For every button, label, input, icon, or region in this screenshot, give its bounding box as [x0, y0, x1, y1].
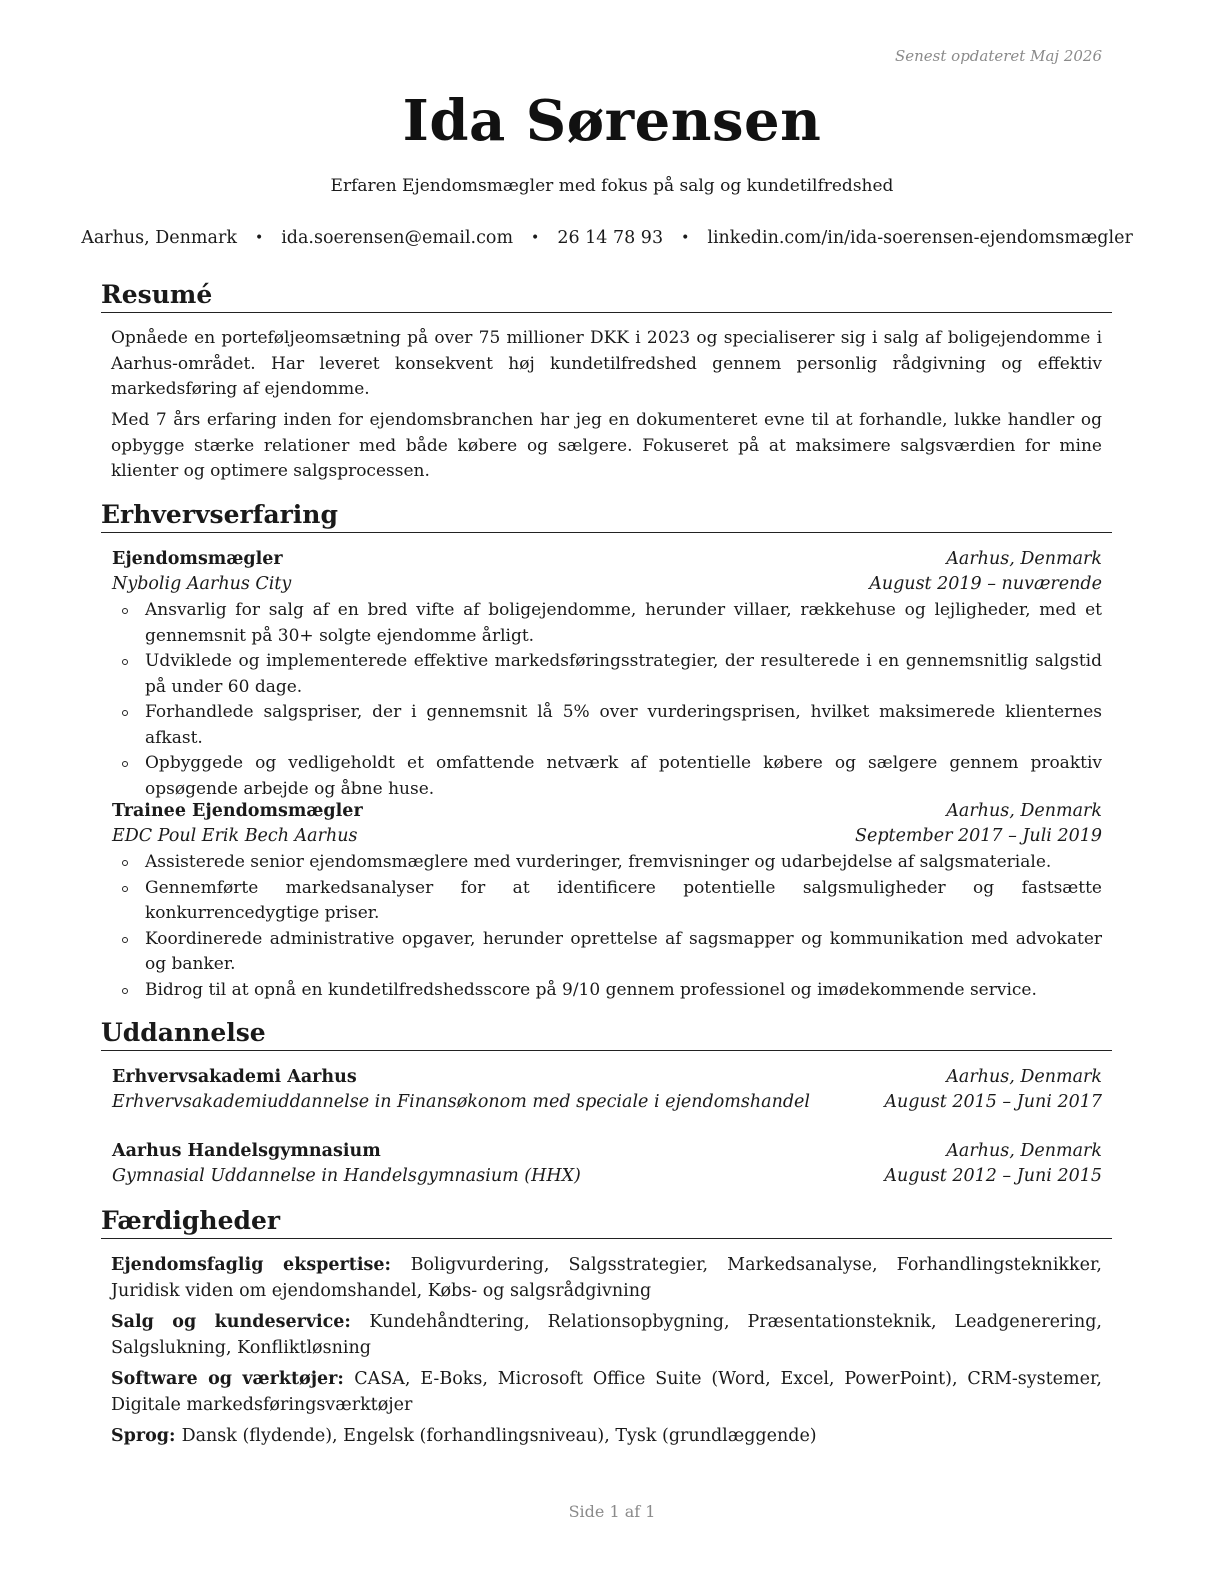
- bullet-text: Bidrog til at opnå en kundetilfredshedsscore på 9/10 gennem professionel og imødekommende service.: [145, 979, 1037, 1000]
- skill-row: [111, 1424, 1102, 1450]
- bullet-circle-icon: [122, 937, 128, 943]
- education-dates: August 2012 – Juni 2015: [884, 1166, 1102, 1186]
- bullet-text: Assisterede senior ejendomsmæglere med vurderinger, fremvisninger og udarbejdelse af salgsmateriale.: [145, 852, 1052, 872]
- bullet-circle-icon: [122, 886, 128, 892]
- education-subheader: [112, 1090, 1102, 1115]
- candidate-name: Ida Sørensen: [402, 88, 822, 154]
- contact-line: [81, 228, 1133, 248]
- bullet-text: Ansvarlig for salg af en bred vifte af boligejendomme, herunder villaer, rækkehuse og lejligheder, med et gennemsnit på 30+ solgte ejendomme årligt.: [145, 600, 1102, 646]
- bullet-text: Koordinerede administrative opgaver, herunder oprettelse af sagsmapper og kommunikation med advokater og banker.: [145, 928, 1102, 974]
- job-role: Trainee Ejendomsmægler: [112, 801, 363, 821]
- education-degree: Gymnasial Uddannelse in Handelsgymnasium (HHX): [112, 1166, 581, 1186]
- contact-separator: •: [681, 230, 690, 246]
- bullet-circle-icon: [122, 988, 128, 994]
- last-updated: Senest opdateret Maj 2026: [894, 47, 1102, 65]
- summary-paragraph-1: Opnåede en porteføljeomsætning på over 75 millioner DKK i 2023 og specialiserer sig i salg af boligejendomme i Aarhus-området. Har leveret konsekvent høj kundetilfredshed gennem personlig rådgivning og effektiv markedsføring af ejendomme.: [111, 328, 1102, 399]
- job-dates: September 2017 – Juli 2019: [854, 826, 1102, 846]
- skill-label: Software og værktøjer:: [111, 1369, 355, 1389]
- job-bullet-list: [112, 598, 1102, 802]
- list-item: [112, 876, 1102, 927]
- list-item: [112, 649, 1102, 700]
- contact-email[interactable]: ida.soerensen@email.com: [281, 228, 514, 248]
- tagline: Erfaren Ejendomsmægler med fokus på salg og kundetilfredshed: [330, 176, 894, 196]
- skill-row: [111, 1253, 1102, 1304]
- list-item: [112, 927, 1102, 978]
- job-company: Nybolig Aarhus City: [112, 574, 292, 594]
- education-subheader: [112, 1164, 1102, 1189]
- education-location: Aarhus, Denmark: [946, 1067, 1102, 1087]
- education-school: Erhvervsakademi Aarhus: [112, 1067, 357, 1087]
- skill-label: Sprog:: [111, 1426, 182, 1446]
- education-location: Aarhus, Denmark: [946, 1141, 1102, 1161]
- summary-paragraph-2: Med 7 års erfaring inden for ejendomsbranchen har jeg en dokumenteret evne til at forhandle, lukke handler og opbygge stærke relationer med både købere og sælgere. Fokuseret på at maksimere salgsværdien for mine klienter og optimere salgsprocessen.: [111, 410, 1102, 481]
- skill-row: [111, 1310, 1102, 1361]
- section-title-experience: Erhvervserfaring: [101, 500, 1112, 533]
- job-subheader: [112, 572, 1102, 597]
- list-item: [112, 598, 1102, 649]
- list-item: [112, 978, 1102, 1004]
- job-bullet-list: [112, 850, 1102, 1003]
- contact-separator: •: [531, 230, 540, 246]
- skill-label: Salg og kundeservice:: [111, 1312, 370, 1332]
- bullet-circle-icon: [122, 710, 128, 716]
- section-title-summary: Resumé: [101, 280, 1112, 313]
- job-company: EDC Poul Erik Bech Aarhus: [112, 826, 358, 846]
- bullet-text: Udviklede og implementerede effektive markedsføringsstrategier, der resulterede i en gennemsnitlig salgstid på under 60 dage.: [145, 651, 1102, 697]
- bullet-circle-icon: [122, 860, 128, 866]
- list-item: [112, 700, 1102, 751]
- job-dates: August 2019 – nuværende: [869, 574, 1102, 594]
- job-header: [112, 799, 1102, 824]
- skill-value: Dansk (flydende), Engelsk (forhandlingsniveau), Tysk (grundlæggende): [181, 1426, 817, 1446]
- job-header: [112, 547, 1102, 572]
- bullet-circle-icon: [122, 761, 128, 767]
- contact-phone: 26 14 78 93: [557, 228, 664, 248]
- list-item: [112, 850, 1102, 876]
- bullet-circle-icon: [122, 659, 128, 665]
- skill-value: Kundehåndtering, Relationsopbygning, Præsentationsteknik, Leadgenerering, Salgslukning, Konfliktløsning: [111, 1312, 1102, 1358]
- section-title-skills: Færdigheder: [101, 1206, 1112, 1239]
- skill-value: CASA, E-Boks, Microsoft Office Suite (Word, Excel, PowerPoint), CRM-systemer, Digitale markedsføringsværktøjer: [111, 1369, 1102, 1415]
- bullet-text: Opbyggede og vedligeholdt et omfattende netværk af potentielle købere og sælgere gennem proaktiv opsøgende arbejde og åbne huse.: [145, 753, 1102, 799]
- education-school: Aarhus Handelsgymnasium: [112, 1141, 381, 1161]
- job-subheader: [112, 824, 1102, 849]
- contact-location: Aarhus, Denmark: [81, 228, 237, 248]
- contact-linkedin[interactable]: linkedin.com/in/ida-soerensen-ejendomsmægler: [707, 228, 1133, 248]
- contact-separator: •: [254, 230, 264, 246]
- section-title-education: Uddannelse: [101, 1018, 1112, 1051]
- skill-row: [111, 1367, 1102, 1418]
- skill-value: Boligvurdering, Salgsstrategier, Markedsanalyse, Forhandlingsteknikker, Juridisk viden om ejendomshandel, Købs- og salgsrådgivning: [111, 1255, 1102, 1301]
- page-number: Side 1 af 1: [568, 1502, 656, 1521]
- job-role: Ejendomsmægler: [112, 549, 283, 569]
- education-dates: August 2015 – Juni 2017: [884, 1092, 1102, 1112]
- job-location: Aarhus, Denmark: [946, 549, 1102, 569]
- education-header: [112, 1139, 1102, 1164]
- list-item: [112, 751, 1102, 802]
- bullet-text: Gennemførte markedsanalyser for at identificere potentielle salgsmuligheder og fastsætte konkurrencedygtige priser.: [145, 877, 1102, 923]
- job-location: Aarhus, Denmark: [946, 801, 1102, 821]
- skill-label: Ejendomsfaglig ekspertise:: [111, 1255, 411, 1275]
- bullet-circle-icon: [122, 608, 128, 614]
- bullet-text: Forhandlede salgspriser, der i gennemsnit lå 5% over vurderingsprisen, hvilket maksimerede klienternes afkast.: [145, 702, 1102, 748]
- education-header: [112, 1065, 1102, 1090]
- education-degree: Erhvervsakademiuddannelse in Finansøkonom med speciale i ejendomshandel: [112, 1092, 810, 1112]
